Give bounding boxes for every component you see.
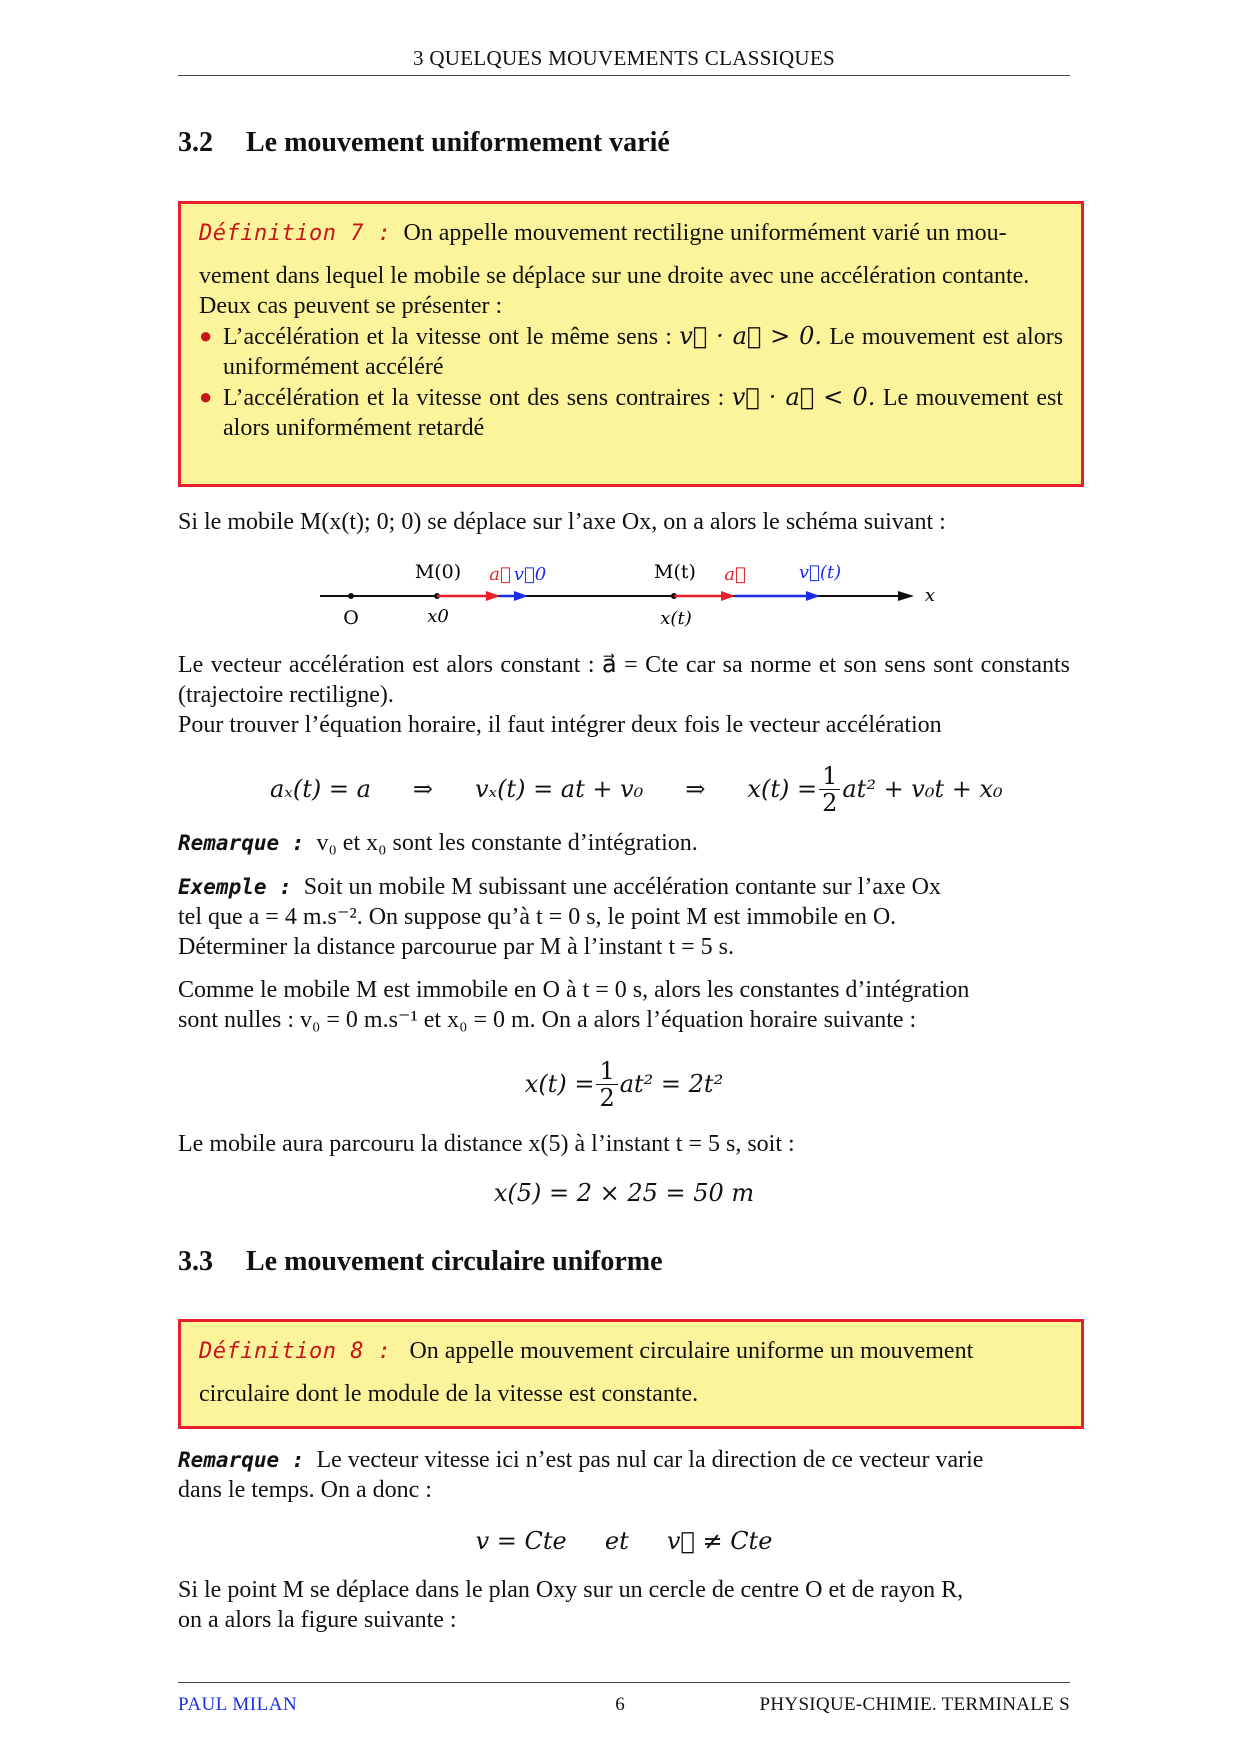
definition-bullet-1	[199, 321, 1063, 382]
definition-7-box	[178, 201, 1084, 487]
remarque-1	[178, 828, 1070, 858]
remarque-text: v₀ et x₀ sont les constante d’intégration.	[316, 830, 698, 856]
accel-vector-1-head	[486, 591, 500, 601]
definition-intro: Deux cas peuvent se présenter :	[199, 293, 503, 319]
equation-4: v = Cte et v⃗ ≠ Cte	[475, 1527, 773, 1555]
exemple-line-3: Déterminer la distance parcourue par M à l’instant t = 5 s.	[178, 934, 735, 960]
remarque-label: Remarque :	[178, 831, 305, 855]
axis-arrowhead	[898, 591, 914, 601]
section-heading-3-2	[178, 127, 670, 159]
section-title: Le mouvement circulaire uniforme	[246, 1246, 663, 1277]
bullet-2-conclusion: Le mouvement est alors uniformément retardé	[223, 385, 1064, 441]
remarque-2	[178, 1445, 1070, 1505]
footer-rule	[178, 1682, 1070, 1683]
exemple-block	[178, 872, 1070, 962]
label-x0: x0	[427, 606, 449, 627]
exemple-line-1: Soit un mobile M subissant une accélération contante sur l’axe Ox	[303, 874, 941, 900]
paragraph-comme	[178, 975, 1070, 1035]
section-number: 3.3	[178, 1246, 213, 1277]
paragraph-constant-vector: Le vecteur accélération est alors constant : a⃗ = Cte car sa norme et son sens sont constants (trajectoire rectiligne).	[178, 652, 1070, 708]
equation-horaire	[270, 759, 1003, 819]
cercle-line-2: on a alors la figure suivante :	[178, 1607, 457, 1633]
running-header: 3 QUELQUES MOUVEMENTS CLASSIQUES	[412, 46, 836, 70]
equation-3: x(5) = 2 × 25 = 50 m	[493, 1179, 755, 1207]
fraction-numerator: 1	[596, 1058, 617, 1085]
bullet-icon: ●	[199, 384, 213, 409]
definition-label: Définition 8 :	[199, 1339, 392, 1364]
fraction-one-half	[596, 1058, 617, 1111]
label-accel-2: a⃗	[724, 564, 746, 585]
axis-diagram	[300, 556, 960, 630]
bullet-1-conclusion: Le mouvement est alors uniformément accéléré	[223, 324, 1064, 380]
remarque-label: Remarque :	[178, 1448, 305, 1472]
footer-course: PHYSIQUE-CHIMIE. TERMINALE S	[759, 1694, 1070, 1715]
remarque-line-2: dans le temps. On a donc :	[178, 1477, 432, 1503]
definition-text-line1: On appelle mouvement circulaire uniforme un mouvement	[409, 1338, 974, 1364]
bullet-2-text: L’accélération et la vitesse ont des sens contraires :	[223, 385, 725, 411]
bullet-1-text: L’accélération et la vitesse ont le même sens :	[223, 324, 672, 350]
comme-line-2: sont nulles : v₀ = 0 m.s⁻¹ et x₀ = 0 m. On a alors l’équation horaire suivante :	[178, 1007, 917, 1033]
definition-text-line2: vement dans lequel le mobile se déplace sur une droite avec une accélération contante.	[199, 263, 1030, 289]
fraction-denominator: 2	[599, 1083, 615, 1112]
paragraph-integration: Pour trouver l’équation horaire, il faut intégrer deux fois le vecteur accélération	[178, 712, 942, 738]
paragraph-cercle	[178, 1575, 1070, 1635]
paragraph-schema-intro: Si le mobile M(x(t); 0; 0) se déplace sur l’axe Ox, on a alors le schéma suivant :	[178, 509, 946, 535]
speed-vector-vt-head	[806, 591, 820, 601]
footer-author: PAUL MILAN	[178, 1694, 298, 1715]
bullet-2-math: v⃗ · a⃗ < 0.	[731, 383, 876, 411]
fraction-numerator: 1	[819, 763, 840, 790]
exemple-line-2: tel que a = 4 m.s⁻². On suppose qu’à t = 0 s, le point M est immobile en O.	[178, 904, 897, 930]
speed-vector-v0-head	[514, 591, 528, 601]
definition-label: Définition 7 :	[199, 221, 392, 246]
paragraph-parcouru: Le mobile aura parcouru la distance x(5) à l’instant t = 5 s, soit :	[178, 1131, 795, 1157]
cercle-line-1: Si le point M se déplace dans le plan Oxy sur un cercle de centre O et de rayon R,	[178, 1577, 964, 1603]
eq2-rhs: at² = 2t²	[619, 1070, 724, 1098]
eq2-lhs: x(t) =	[524, 1070, 595, 1098]
label-origin: O	[343, 607, 359, 629]
eq-speed: vₓ(t) = at + v₀	[474, 775, 644, 803]
section-heading-3-3	[178, 1246, 663, 1278]
definition-bullet-2	[199, 382, 1063, 443]
implies-icon: ⇒	[412, 775, 433, 803]
accel-vector-2-head	[721, 591, 735, 601]
header-rule	[178, 75, 1070, 76]
label-m0: M(0)	[414, 561, 462, 583]
footer-page-number: 6	[615, 1694, 625, 1715]
fraction-one-half	[819, 763, 840, 816]
bullet-icon: ●	[199, 323, 213, 348]
origin-point	[348, 593, 354, 599]
fraction-denominator: 2	[822, 788, 838, 817]
label-v0: v⃗0	[513, 564, 547, 585]
eq-accel: aₓ(t) = a	[270, 775, 371, 803]
bullet-1-math: v⃗ · a⃗ > 0.	[679, 322, 823, 350]
label-axis-x: x	[924, 585, 936, 606]
implies-icon: ⇒	[685, 775, 706, 803]
label-accel-1: a⃗	[489, 564, 511, 585]
definition-text-line1: On appelle mouvement rectiligne uniformément varié un mou-	[403, 220, 1007, 246]
label-vt: v⃗(t)	[798, 562, 842, 583]
eq-position-rhs: at² + v₀t + x₀	[842, 775, 1003, 803]
definition-8-box	[178, 1319, 1084, 1429]
exemple-label: Exemple :	[178, 875, 292, 899]
equation-2	[178, 1054, 1070, 1114]
label-xt: x(t)	[660, 608, 692, 629]
section-title: Le mouvement uniformement varié	[246, 127, 670, 158]
definition-text-line2: circulaire dont le module de la vitesse est constante.	[199, 1381, 699, 1407]
comme-line-1: Comme le mobile M est immobile en O à t = 0 s, alors les constantes d’intégration	[178, 977, 970, 1003]
eq-position-lhs: x(t) =	[747, 775, 818, 803]
section-number: 3.2	[178, 127, 213, 158]
remarque-line-1: Le vecteur vitesse ici n’est pas nul car la direction de ce vecteur varie	[316, 1447, 984, 1473]
label-mt: M(t)	[654, 561, 696, 583]
